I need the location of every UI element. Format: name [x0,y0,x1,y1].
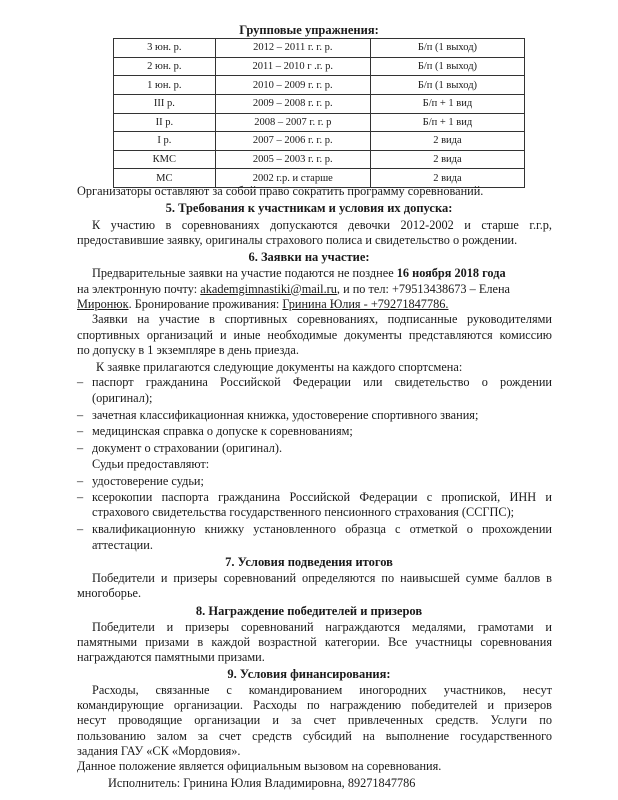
list-dash: – [77,522,84,537]
category-cell: II р. [114,113,216,132]
doc-item: (оригинал); [92,390,153,405]
judges-title: Судьи предоставляют: [92,457,210,472]
s6-booking-text: . Бронирование проживания: [128,297,283,311]
s6-deadline-line [92,266,506,281]
list-dash: – [77,375,84,390]
s5-text-line: К участию в соревнованиях допускаются девочки 2012-2002 и старше г.г.р, [92,217,552,232]
s9-text-line: задания ГАУ «СК «Мордовия». [77,743,241,758]
s6-text-line: спортивных организаций и иные необходимые документы представляются комиссию [77,327,552,342]
organizers-note: Организаторы оставляют за собой право сократить программу соревнований. [77,184,484,199]
program-cell: Б/п (1 выход) [370,76,524,95]
birth-years-cell: 2002 г.р. и старше [215,169,370,188]
list-dash: – [77,473,84,488]
table-row [114,150,525,169]
table-row [114,76,525,95]
email-link[interactable]: akademgimnastiki@mail.ru [200,281,337,296]
program-cell: Б/п (1 выход) [370,39,524,58]
s5-text-line: предоставившие заявку, оригиналы страхового полиса и свидетельство о рождении. [77,233,518,247]
s6-documents-intro: К заявке прилагаются следующие документы на каждого спортсмена: [96,360,463,374]
birth-years-cell: 2011 – 2010 г .г. р. [215,57,370,76]
s8-text-line: награждаются памятными призами. [77,650,265,665]
official-call-note: Данное положение является официальным вызовом на соревнования. [77,759,442,773]
doc-item: зачетная классификационная книжка, удостоверение спортивного звания; [92,407,479,422]
category-cell: КМС [114,150,216,169]
s6-deadline-text: Предварительные заявки на участие подаются не позднее [92,266,397,281]
s9-text-line: Расходы, связанные с командированием иногородних участников, несут [92,682,552,697]
category-cell: 3 юн. р. [114,39,216,58]
s6-email-line [77,282,510,297]
executor-line: Исполнитель: Гринина Юлия Владимировна, 89271847786 [108,776,416,790]
s9-text-line: пользованию залом за счет средств субсидий на выполнение государственного [77,728,552,743]
s8-text-line: памятными призами в каждой возрастной категории. Все участницы соревнования [77,635,552,650]
s6-text-line: Заявки на участие в спортивных соревнованиях, подписанные руководителями [92,312,552,327]
table-row [114,94,525,113]
s6-deadline-date: 16 ноября 2018 года [396,266,506,281]
s6-email-prefix: на электронную почту: [77,281,201,296]
s7-text-line: многоборье. [77,586,142,601]
birth-years-cell: 2005 – 2003 г. г. р. [215,150,370,169]
s6-text-line: по допуску в 1 экземпляре в день приезда. [77,342,299,357]
category-cell: 2 юн. р. [114,57,216,76]
program-cell: 2 вида [370,169,524,188]
table-row [114,132,525,151]
birth-years-cell: 2008 – 2007 г. г. р [215,113,370,132]
birth-years-cell: 2012 – 2011 г. г. р. [215,39,370,58]
table-row [114,113,525,132]
judge-item: аттестации. [92,537,153,552]
booking-contact: Гринина Юлия - +79271847786. [282,297,449,311]
list-dash: – [77,424,84,438]
section-5-title: 5. Требования к участникам и условия их допуска: [165,200,453,215]
section-8-title: 8. Награждение победителей и призеров [195,603,423,618]
s9-text-line: командирующие организации. Расходы по награждению победителей и призеров [77,698,552,713]
section-9-title: 9. Условия финансирования: [227,666,391,681]
section-7-title: 7. Условия подведения итогов [225,554,393,569]
birth-years-cell: 2010 – 2009 г. г. р. [215,76,370,95]
group-exercises-title: Групповые упражнения: [239,22,379,37]
birth-years-cell: 2007 – 2006 г. г. р. [215,132,370,151]
table-row [114,57,525,76]
program-cell: Б/п + 1 вид [370,113,524,132]
group-exercises-table [113,38,525,188]
s7-text-line: Победители и призеры соревнований определяются по наивысшей сумме баллов в [92,571,552,586]
judge-item: ксерокопии паспорта гражданина Российской Федерации с пропиской, ИНН и [92,489,552,504]
judge-item: квалификационную книжку установленного образца с отметкой о прохождении [92,522,552,537]
doc-item: документ о страховании (оригинал). [92,441,283,456]
s8-text-line: Победители и призеры соревнований награждаются медалями, грамотами и [92,619,552,634]
category-cell: III р. [114,94,216,113]
list-dash: – [77,407,84,422]
s9-text-line: несут проводящие организации и за счет привлеченных средств. Услуги по [77,713,552,728]
judge-item: удостоверение судьи; [92,473,204,488]
birth-years-cell: 2009 – 2008 г. г. р. [215,94,370,113]
program-cell: 2 вида [370,132,524,151]
doc-item: паспорт гражданина Российской Федерации или свидетельство о рождении [92,375,552,390]
list-dash: – [77,489,84,504]
category-cell: 1 юн. р. [114,76,216,95]
judge-item: страхового свидетельства государственного пенсионного страхования (ССГПС); [92,505,515,520]
program-cell: 2 вида [370,150,524,169]
category-cell: I р. [114,132,216,151]
program-cell: Б/п + 1 вид [370,94,524,113]
list-dash: – [77,441,84,456]
s6-booking-line [77,297,448,312]
section-6-title: 6. Заявки на участие: [248,250,370,265]
category-cell: МС [114,169,216,188]
table-row [114,39,525,58]
doc-item: медицинская справка о допуске к соревнованиям; [92,424,353,438]
s6-phone-text: , и по тел: +79513438673 – Елена [336,281,510,296]
program-cell: Б/п (1 выход) [370,57,524,76]
contact-name: Миронюк [77,297,129,311]
